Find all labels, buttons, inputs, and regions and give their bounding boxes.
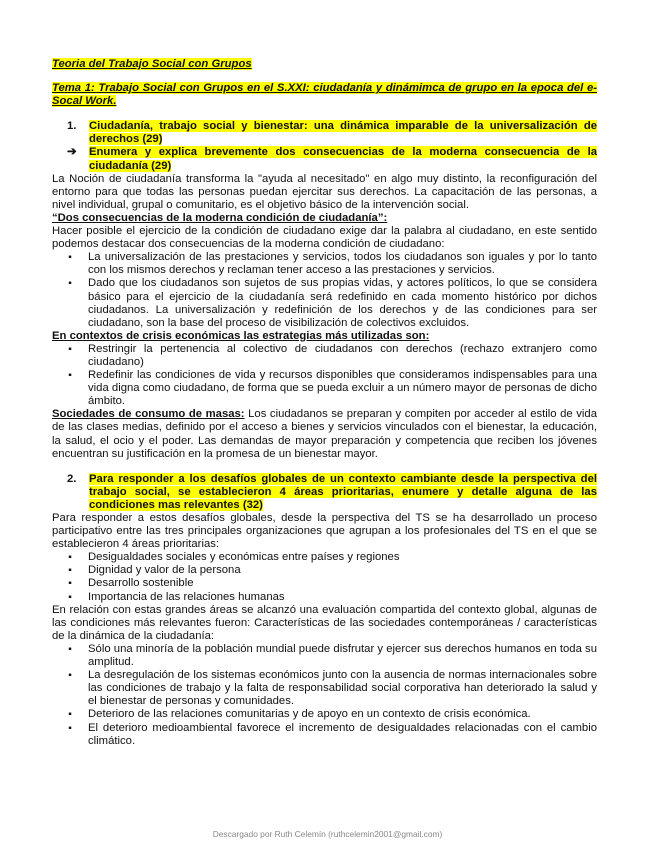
bullet-icon: ▪ [68,643,72,655]
list-item-text: La universalización de las prestaciones y servicios, todos los ciudadanos son iguales y por lo tanto con los mismos derechos y reclaman tener acceso a las prestaciones y servicios. [88,251,597,277]
question-1 [67,120,597,146]
list-condiciones [52,643,597,748]
bullet-icon: ▪ [68,591,72,603]
paragraph-evaluacion: En relación con estas grandes áreas se alcanzó una evaluación compartida del contexto global, algunas de las condiciones más relevantes fueron: Características de las sociedades contemporáneas / características de la dinámica de la ciudadanía: [52,603,597,642]
paragraph-ciudadania: La Noción de ciudadanía transforma la "ayuda al necesitado" en algo muy distinto, la reconfiguración del entorno para que todas las personas puedan ejercitar sus derechos. La capacitación de las personas, a nivel individual, grupal o comunitario, es el objetivo básico de la intervención social. [52,172,597,211]
topic-subtitle-text: Tema 1: Trabajo Social con Grupos en el S.XXI: ciudadanía y dinámimca de grupo en la epoca del e-Socal Work. [52,82,597,108]
paragraph-desafios: Para responder a estos desafíos globales, desde la perspectiva del TS se ha desarrollado un proceso participativo entre las tres principales organizaciones que agrupan a los profesionales del TS en el que se establecieron 4 áreas prioritarias: [52,512,597,551]
list-item [52,643,597,669]
list-estrategias [52,343,597,408]
question-1-text: Ciudadanía, trabajo social y bienestar: una dinámica imparable de la universalización de derechos (29) [89,120,597,146]
bullet-icon: ▪ [68,278,72,290]
list-item [52,722,597,748]
paragraph-consumo [52,408,597,460]
question-2-number: 2. [67,472,77,485]
question-1-sub-text: Enumera y explica brevemente dos consecuencias de la moderna consecuencia de la ciudadanía (29) [89,146,597,172]
topic-subtitle [52,82,597,108]
list-item-text: Importancia de las relaciones humanas [88,590,285,603]
question-2 [67,473,597,512]
list-item-text: La desregulación de los sistemas económicos junto con la ausencia de normas internacionales sobre las condiciones de trabajo y la falta de responsabilidad social corporativa han deteriorado la salud y el bienestar de personas y comunidades. [88,669,597,708]
list-item-text: Desigualdades sociales y económicas entre países y regiones [88,551,400,564]
bullet-icon: ▪ [68,343,72,355]
list-item [52,564,597,577]
document-page [52,58,597,748]
list-item-text: Dignidad y valor de la persona [88,564,241,577]
bullet-icon: ▪ [68,578,72,590]
list-areas [52,551,597,603]
list-item [52,577,597,590]
list-consecuencias [52,251,597,330]
bullet-icon: ▪ [68,709,72,721]
list-item-text: Redefinir las condiciones de vida y recursos disponibles que consideramos indispensables para una vida digna como ciudadano, de forma que se pueda excluir a un número mayor de personas de dicho ámbito. [88,369,597,408]
list-item [52,277,597,329]
bullet-icon: ▪ [68,670,72,682]
list-item-text: Deterioro de las relaciones comunitarias y de apoyo en un contexto de crisis económica. [88,708,531,721]
list-item-text: El deterioro medioambiental favorece el incremento de desigualdades relacionadas con el cambio climático. [88,721,597,747]
bullet-icon: ▪ [68,552,72,564]
question-1-sub [67,146,597,172]
list-item-text: Desarrollo sostenible [88,577,194,590]
paragraph-consumo-text: Los ciudadanos se preparan y compiten por acceder al estilo de vida de las clases medias, definido por el acceso a bienes y servicios vinculados con el bienestar, la educación, la salud, el ocio y el poder. Las demandas de mayor preparación y competencia que reciben los jóvenes encuentran su justificación en la promesa de un bienestar mayor. [52,408,597,460]
heading-consumo: Sociedades de consumo de masas: [52,408,245,421]
paragraph-ejercicio: Hacer posible el ejercicio de la condición de ciudadano exige dar la palabra al ciudadano, en este sentido podemos destacar dos consecuencias de la moderna condición de ciudadano: [52,225,597,251]
list-item-text: Dado que los ciudadanos son sujetos de sus propias vidas, y actores políticos, lo que se considera básico para el ejercicio de la ciudadanía será redefinido en cada momento histórico por dichos ciudadanos. La universalización y redefinición de los derechos y de las condiciones para ser ciudadano, son la base del proceso de visibilización de colectivos excluidos. [88,277,597,329]
question-1-number: 1. [67,120,77,133]
spacer [52,461,597,473]
bullet-icon: ▪ [68,252,72,264]
question-2-text: Para responder a los desafíos globales de un contexto cambiante desde la perspectiva del trabajo social, se establecieron 4 áreas prioritarias, enumere y detalle alguna de las condiciones mas relevantes (32) [89,472,597,511]
list-item [52,369,597,408]
bullet-icon: ▪ [68,722,72,734]
list-item [52,591,597,604]
list-item [52,551,597,564]
bullet-icon: ▪ [68,370,72,382]
document-title-text: Teoria del Trabajo Social con Grupos [52,58,252,70]
bullet-icon: ▪ [68,565,72,577]
download-footer: Descargado por Ruth Celemín (ruthcelemin2001@gmail.com) [212,829,443,839]
heading-dos-consecuencias: “Dos consecuencias de la moderna condición de ciudadanía”: [52,211,388,224]
arrow-icon: ➔ [67,146,77,159]
list-item-text: Restringir la pertenencia al colectivo de ciudadanos con derechos (rechazo extranjero como ciudadano) [88,342,597,368]
list-item [52,251,597,277]
list-item [52,708,597,721]
document-title [52,58,597,71]
list-item [52,669,597,708]
list-item [52,343,597,369]
list-item-text: Sólo una minoría de la población mundial puede disfrutar y ejercer sus derechos humanos en toda su amplitud. [88,642,597,669]
heading-crisis: En contextos de crisis económicas las estrategias más utilizadas son: [52,329,430,342]
